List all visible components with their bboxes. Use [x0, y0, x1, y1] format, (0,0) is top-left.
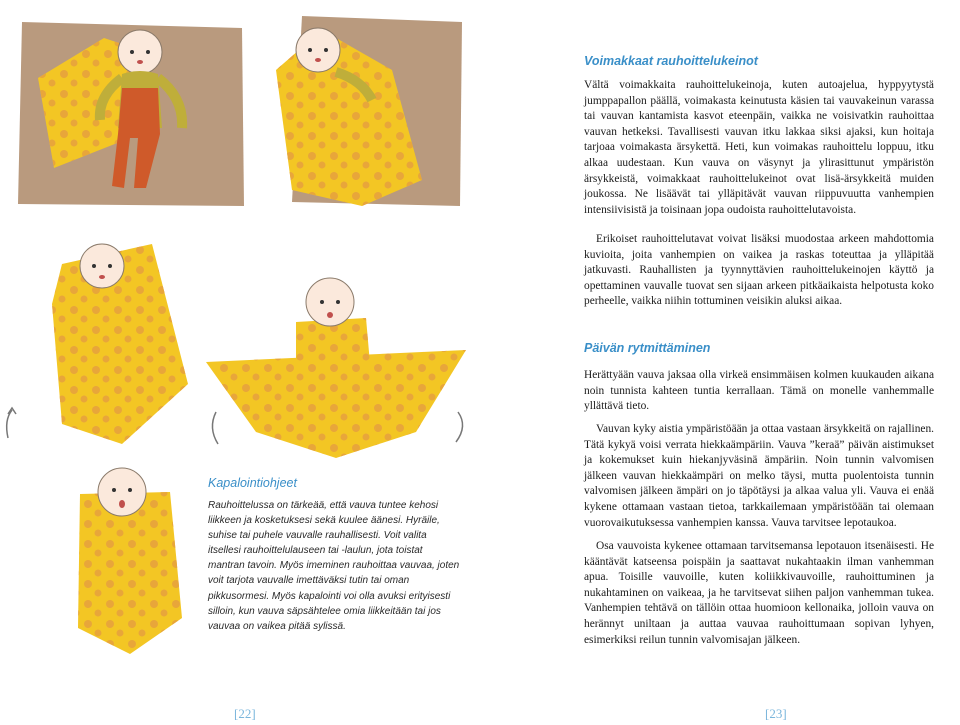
- baby-wrapping-step2-drawing: [2, 224, 192, 454]
- baby-wrapping-step1-drawing: [262, 10, 472, 210]
- page-number-left: [22]: [234, 706, 256, 721]
- section-title-soothing: Voimakkaat rauhoittelukeinot: [584, 54, 758, 68]
- baby-wrapping-step3-drawing: [196, 262, 480, 462]
- paragraph: Vauvan kyky aistia ympäristöään ja ottaa vastaan ärsykkeitä on rajallinen. Tätä kykyä voisi verrata hiekkaämpäriin. Vauva ”keraä” päivän aistimukset ja kokemukset kuin hiekanjyväsinä ämpäriin. Noin tunnin valvomisen jälkeen vauvan hiekkaämpäri on melko täysi, mutta puolentoista tunnin valvomisen jälkeen ämpäri on jo täpötäysi ja alkaa valua yli. Vauva ei enää kykene ottamaan vastaan tietoa, tarkkailemaan ympäristöään tai olemaan vuorovaikutuksessa vanhempien kanssa. Vauva tarvitsee lepotaukoa.: [584, 423, 934, 529]
- paragraph: Osa vauvoista kykenee ottamaan tarvitsemansa lepotauon itsenäisesti. He kääntävät katseensa poispäin ja saattavat nukahtaakin ilman vanhemman apua. Toisille vauvoille, kuten koliikkivauvoille, rauhoittuminen ja nukahtaminen on vaikeaa, ja he tarvitsevat siihen paljon vanhemman tukea. Vanhempien tehtävä on tällöin ottaa huomioon kellonaika, jolloin vauva on herännyt uniltaan ja auttaa vauvaa rauhoittumaan sopivan lyhyen, esimerkiksi reilun tunnin valvomisajan jälkeen.: [584, 540, 934, 646]
- section-title-rhythm: Päivän rytmittäminen: [584, 341, 711, 355]
- box-title: Kapalointiohjeet: [208, 476, 297, 490]
- swaddling-instructions-box: [196, 466, 466, 646]
- paragraph: Erikoiset rauhoittelutavat voivat lisäksi muodostaa arkeen mahdottomia kuvioita, joita vanhempien on vaikea ja raskas toteuttaa ja ylläpitää jatkuvasti. Rauhallisten ja tyynnyttävien rauhoittelukeinojen käyttö ja opettaminen vauvalle tuovat sen sijaan arkeen pitkäaikaista helpotusta koko perheelle, vaikka niihin tottuminen veisikin aluksi aikaa.: [584, 233, 934, 308]
- page-number-right: [23]: [765, 706, 787, 721]
- paragraph: Herättyään vauva jaksaa olla virkeä ensimmäisen kolmen kuukauden aikana noin tunnista kahteen tuntia kerrallaan. Tämä on monelle vanhemmalle yllättävä tieto.: [584, 369, 934, 413]
- right-page: [480, 0, 960, 725]
- box-text: Rauhoittelussa on tärkeää, että vauva tuntee kehosi liikkeen ja kosketuksesi sekä kuulee äänesi. Hyräile, suhise tai puhele vauvalle rauhallisesti. Voit valita itsellesi rauhoittelulauseen tai -laulun, jota toistat mantran tavoin. Myös imeminen rauhoittaa vauvaa, joten voit tarjota vauvalle imettäväksi tutin tai oman pikkusormesi. Myös kapalointi voi olla avuksi erityisesti silloin, kun vauva säpsähtelee omia liikkeitään tai jos vauvaa on vaikea pitää sylissä.: [208, 500, 460, 632]
- baby-wrapped-final-drawing: [60, 458, 190, 658]
- paragraph: Vältä voimakkaita rauhoittelukeinoja, kuten autoajelua, hyppyytystä jumppapallon päällä, voimakasta keinutusta käsien tai vauvakeinun varassa tai vauvan kantamista kasvot eteenpäin, vaikka ne voisivatkin rauhoittaa vauvan hetkeksi. Tavallisesti vauvan itku lakkaa siksi ajaksi, kun hoitaja tarjoaa voimakasta ärsykettä. Heti, kun voimakas rauhoittelu loppuu, itku alkaa uudestaan. Kun vauva on väsynyt ja ylirasittunut ympäristön ärsykkeistä, voimakkaat rauhoittelukeinot ovat lisä-ärsykkeitä muiden joukossa. Ne lisäävät tai ylläpitävät vauvan riippuvuutta vanhempien intensiivisistä ja toisinaan jopa oudoista rauhoittelutavoista.: [584, 79, 934, 216]
- baby-on-blanket-drawing: [14, 8, 250, 214]
